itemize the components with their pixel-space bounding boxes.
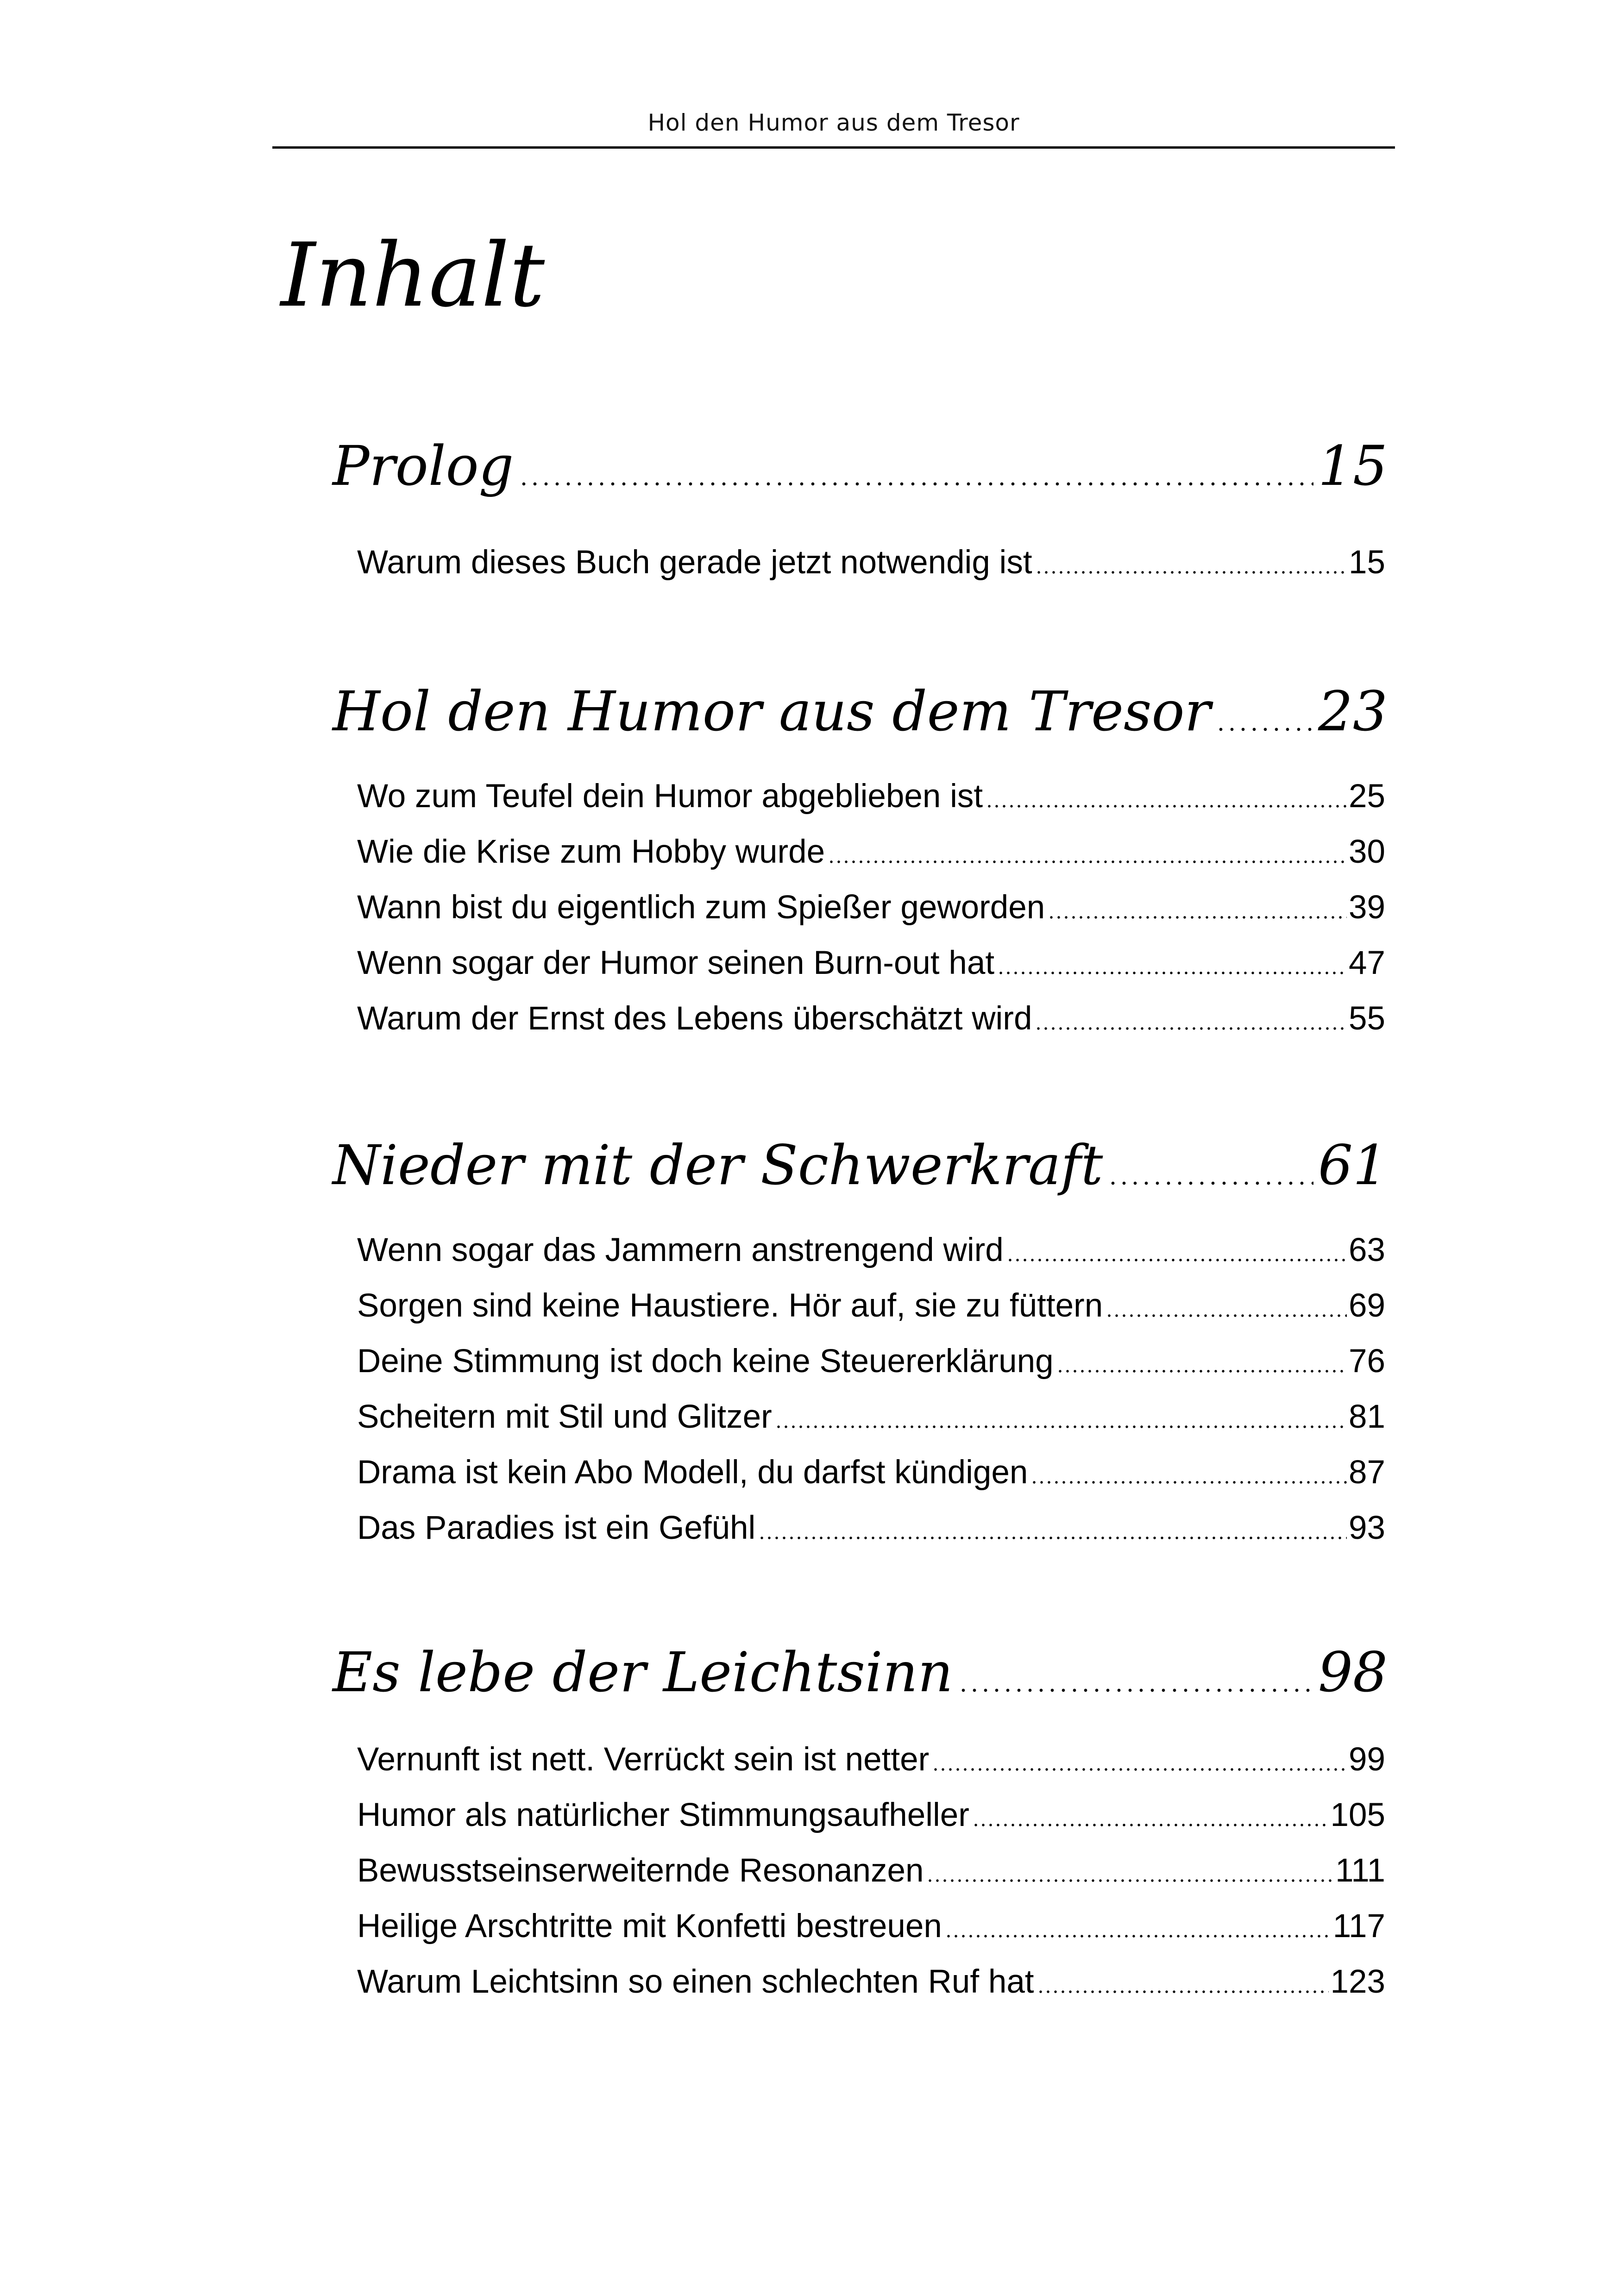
toc-entry-page: 39 <box>1349 889 1385 926</box>
toc-entry-title: Sorgen sind keine Haustiere. Hör auf, sie zu füttern <box>357 1287 1103 1324</box>
toc-entry[interactable] <box>357 771 1385 813</box>
toc-entry-page: 99 <box>1349 1741 1385 1778</box>
toc-chapter-title: Prolog <box>333 434 514 498</box>
toc-entry[interactable] <box>357 993 1385 1035</box>
toc-entry-page: 93 <box>1349 1510 1385 1546</box>
dot-leader <box>828 860 1347 864</box>
dot-leader <box>775 1425 1347 1429</box>
toc-entry-page: 87 <box>1349 1454 1385 1491</box>
toc-entry[interactable] <box>357 1957 1385 1998</box>
dot-leader <box>518 481 1313 487</box>
toc-chapter-page: 15 <box>1318 434 1388 498</box>
toc-entry[interactable] <box>357 1503 1385 1544</box>
toc-chapter[interactable] <box>333 1630 1388 1704</box>
toc-entry[interactable] <box>357 1336 1385 1378</box>
toc-entry-title: Wenn sogar das Jammern anstrengend wird <box>357 1232 1004 1268</box>
dot-leader <box>1035 571 1347 574</box>
toc-entry-page: 69 <box>1349 1287 1385 1324</box>
toc-entry-page: 25 <box>1349 778 1385 815</box>
toc-entry-page: 105 <box>1330 1797 1385 1833</box>
toc-entry-title: Wie die Krise zum Hobby wurde <box>357 834 825 870</box>
toc-entry-page: 63 <box>1349 1232 1385 1268</box>
toc-entry-page: 15 <box>1349 544 1385 581</box>
dot-leader <box>1006 1258 1347 1262</box>
toc-entry[interactable] <box>357 882 1385 924</box>
toc-entry-title: Bewusstseinserweiternde Resonanzen <box>357 1852 924 1889</box>
dot-leader <box>1106 1314 1347 1317</box>
toc-entry[interactable] <box>357 1447 1385 1489</box>
toc-entry-title: Scheitern mit Stil und Glitzer <box>357 1399 772 1435</box>
dot-leader <box>958 1687 1313 1693</box>
toc-entry-title: Wann bist du eigentlich zum Spießer geworden <box>357 889 1045 926</box>
toc-chapter-page: 23 <box>1318 679 1388 743</box>
toc-entry[interactable] <box>357 1845 1385 1887</box>
toc-chapter[interactable] <box>333 424 1388 498</box>
dot-leader <box>1215 727 1313 732</box>
toc-entry[interactable] <box>357 938 1385 979</box>
toc-entry[interactable] <box>357 537 1385 579</box>
dot-leader <box>986 804 1347 808</box>
dot-leader <box>1107 1180 1313 1186</box>
toc-chapter-page: 61 <box>1318 1133 1388 1197</box>
toc-entry-page: 123 <box>1330 1964 1385 2000</box>
toc-entry-title: Deine Stimmung ist doch keine Steuererklärung <box>357 1343 1054 1380</box>
dot-leader <box>972 1823 1329 1827</box>
toc-entry-page: 47 <box>1349 945 1385 981</box>
toc-entry-page: 81 <box>1349 1399 1385 1435</box>
dot-leader <box>926 1879 1333 1882</box>
dot-leader <box>932 1768 1347 1771</box>
toc-chapter-title: Nieder mit der Schwerkraft <box>333 1133 1103 1197</box>
toc-entry-title: Vernunft ist nett. Verrückt sein ist netter <box>357 1741 930 1778</box>
toc-entry[interactable] <box>357 1392 1385 1433</box>
toc-entry-page: 76 <box>1349 1343 1385 1380</box>
running-header-title: Hol den Humor aus dem Tresor <box>647 109 1020 136</box>
toc-entry-title: Wo zum Teufel dein Humor abgeblieben ist <box>357 778 983 815</box>
toc-entry-title: Wenn sogar der Humor seinen Burn-out hat <box>357 945 995 981</box>
dot-leader <box>758 1536 1347 1540</box>
toc-chapter-page: 98 <box>1318 1640 1388 1704</box>
dot-leader <box>1056 1369 1347 1373</box>
toc-entry-title: Das Paradies ist ein Gefühl <box>357 1510 756 1546</box>
toc-chapter-title: Hol den Humor aus dem Tresor <box>333 679 1211 743</box>
dot-leader <box>997 971 1347 975</box>
toc-entry-title: Warum der Ernst des Lebens überschätzt wird <box>357 1000 1032 1037</box>
toc-entry-title: Drama ist kein Abo Modell, du darfst kündigen <box>357 1454 1028 1491</box>
toc-chapter[interactable] <box>333 669 1388 743</box>
toc-entry-title: Heilige Arschtritte mit Konfetti bestreuen <box>357 1908 942 1945</box>
toc-entry-page: 117 <box>1332 1908 1385 1945</box>
dot-leader <box>1037 1990 1329 1994</box>
toc-entry-title: Warum dieses Buch gerade jetzt notwendig ist <box>357 544 1032 581</box>
toc-entry[interactable] <box>357 1734 1385 1776</box>
toc-entry-title: Humor als natürlicher Stimmungsaufheller <box>357 1797 969 1833</box>
toc-entry-page: 30 <box>1349 834 1385 870</box>
toc-entry[interactable] <box>357 1280 1385 1322</box>
toc-entry[interactable] <box>357 1225 1385 1267</box>
toc-entry-title: Warum Leichtsinn so einen schlechten Ruf hat <box>357 1964 1034 2000</box>
dot-leader <box>1048 916 1347 919</box>
toc-title: Inhalt <box>281 224 545 326</box>
toc-chapter[interactable] <box>333 1123 1388 1197</box>
toc-entry-page: 111 <box>1335 1852 1385 1889</box>
toc-entry[interactable] <box>357 1901 1385 1943</box>
toc-entry[interactable] <box>357 827 1385 868</box>
dot-leader <box>1030 1480 1347 1484</box>
header-rule <box>272 146 1395 149</box>
toc-chapter-title: Es lebe der Leichtsinn <box>333 1640 953 1704</box>
toc-entry[interactable] <box>357 1790 1385 1832</box>
dot-leader <box>945 1934 1331 1938</box>
toc-entry-page: 55 <box>1349 1000 1385 1037</box>
dot-leader <box>1035 1027 1347 1030</box>
